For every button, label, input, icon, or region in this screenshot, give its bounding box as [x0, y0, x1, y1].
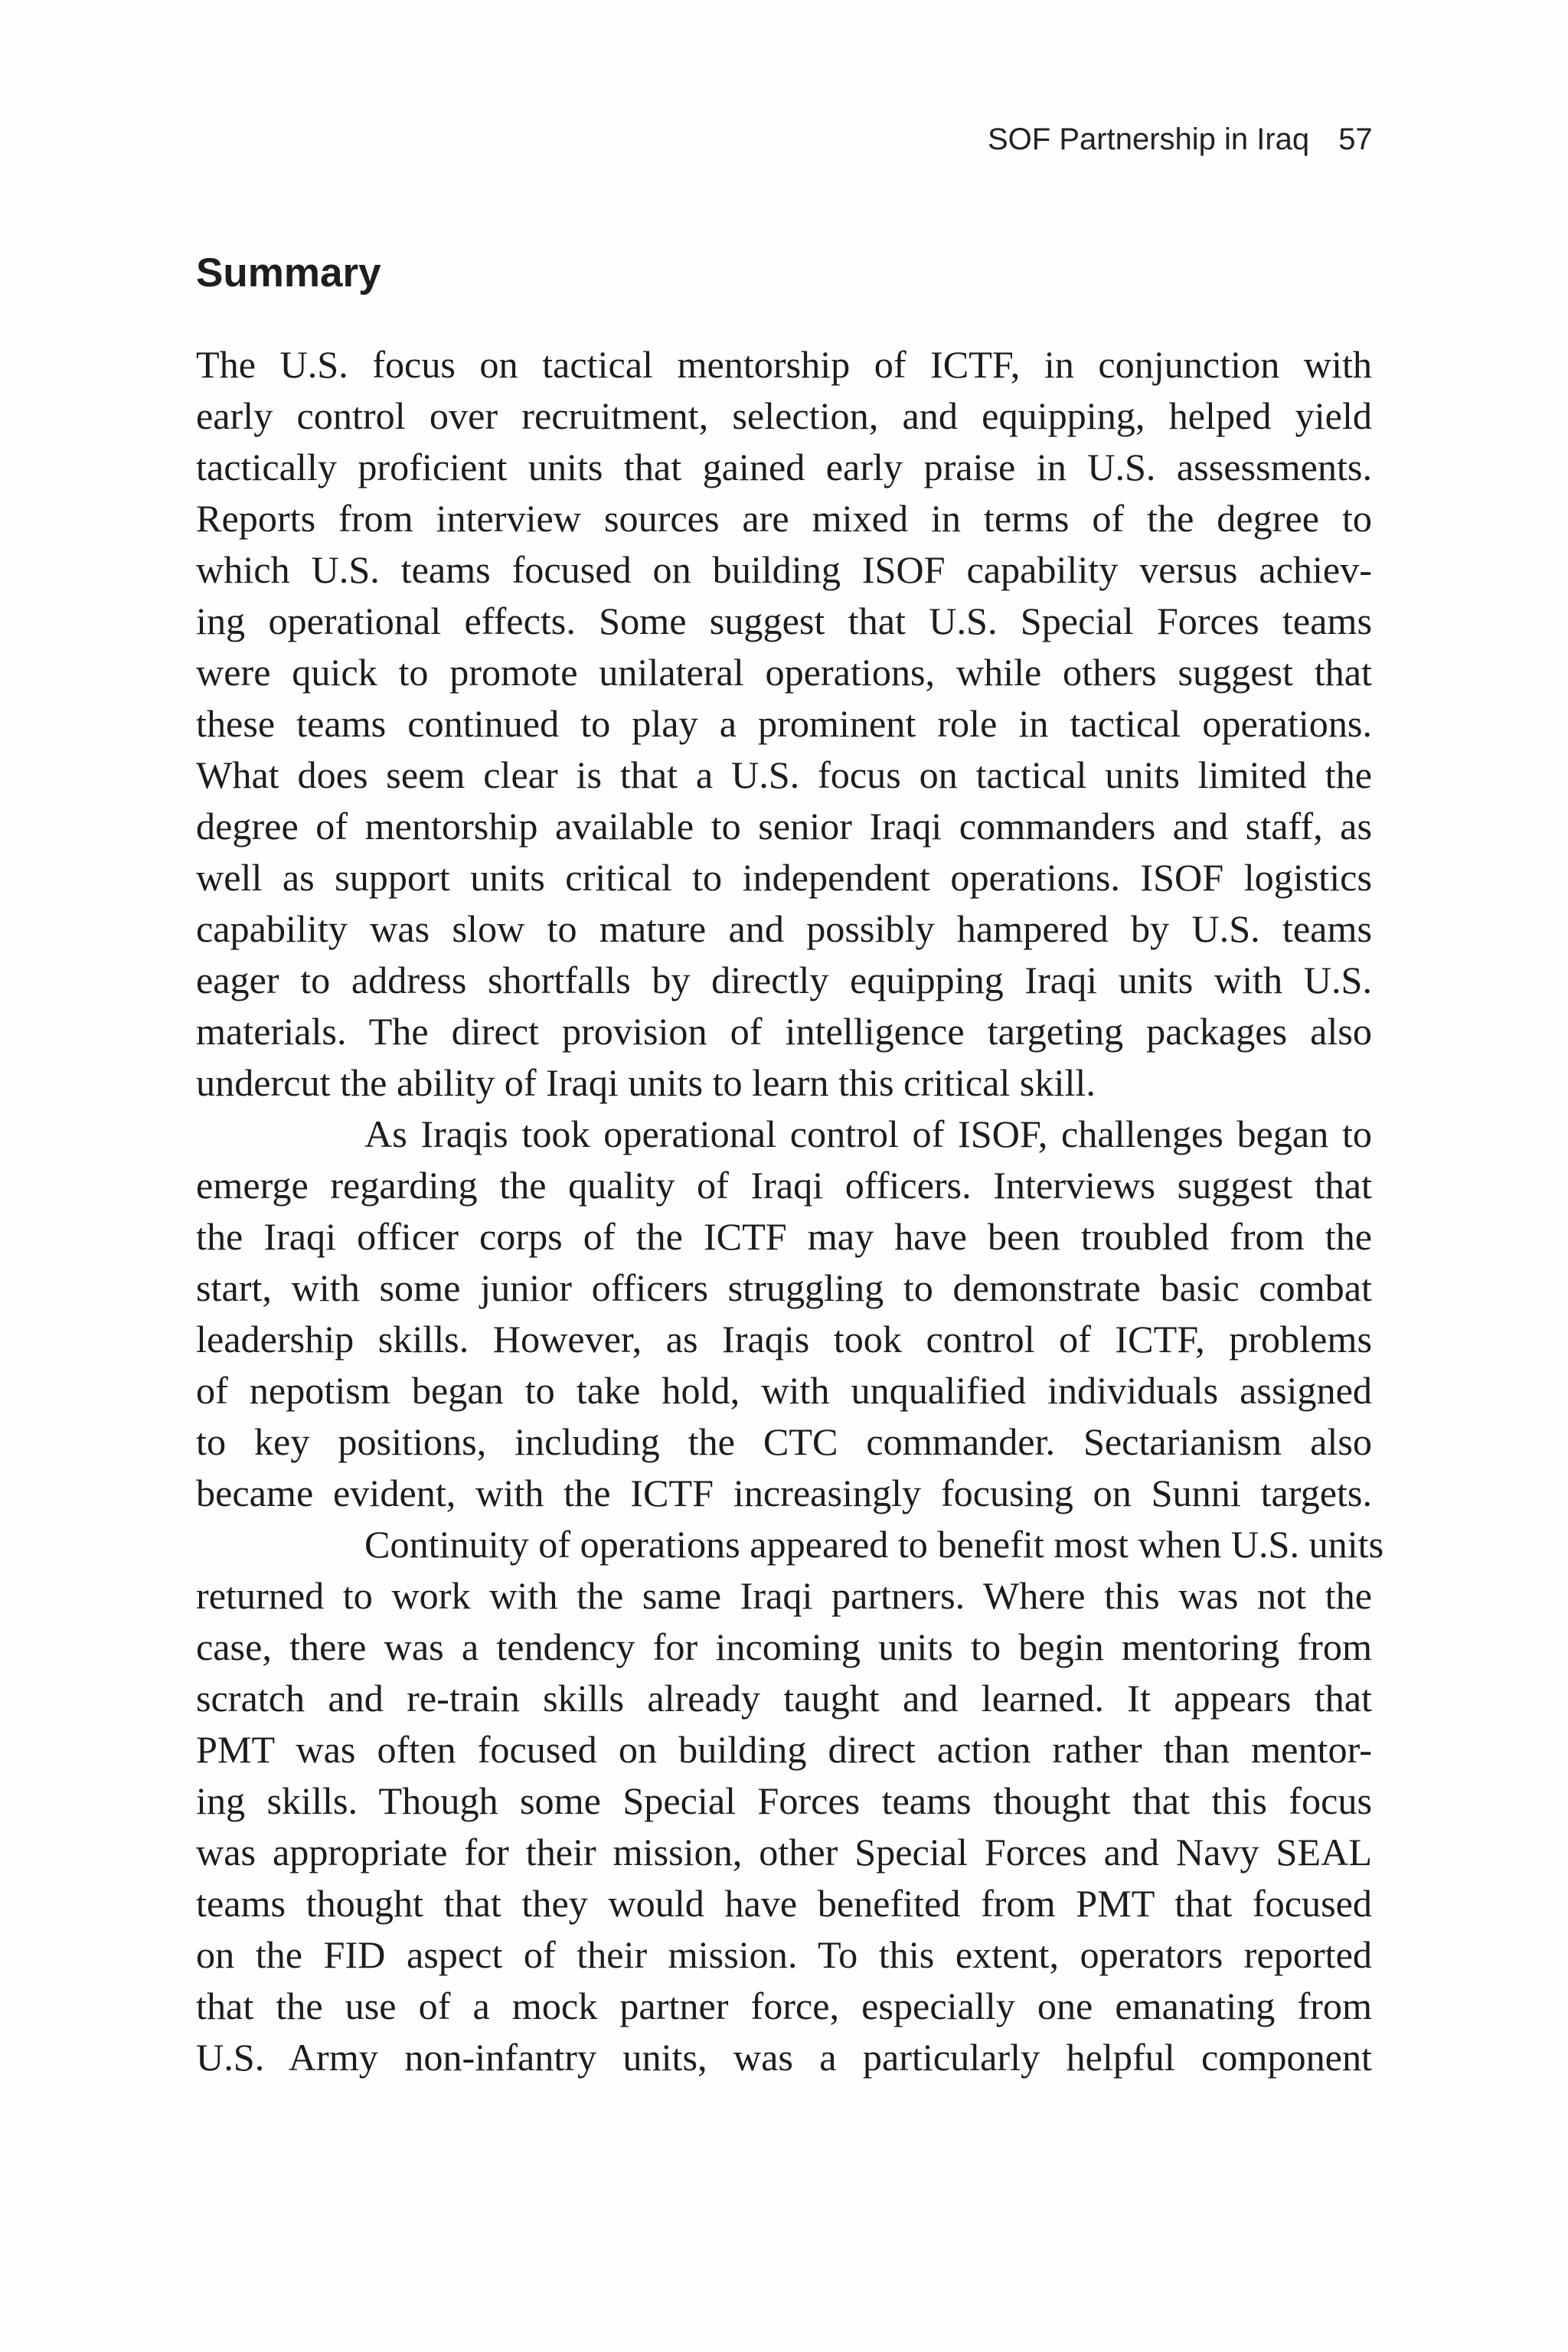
text-line: leadership skills. However, as Iraqis took control of ICTF, problems	[196, 1318, 1372, 1361]
text-line: tactically proficient units that gained early praise in U.S. assessments.	[196, 446, 1372, 488]
text-line: start, with some junior officers struggling to demonstrate basic combat	[196, 1266, 1372, 1309]
text-line: of nepotism began to take hold, with unqualified individuals assigned	[196, 1369, 1372, 1412]
text-line: What does seem clear is that a U.S. focus on tactical units limited the	[196, 753, 1372, 796]
text-line: Continuity of operations appeared to benefit most when U.S. units	[364, 1523, 1384, 1566]
text-line: PMT was often focused on building direct action rather than mentor-	[196, 1728, 1372, 1771]
text-line: became evident, with the ICTF increasingly focusing on Sunni targets.	[196, 1472, 1372, 1514]
text-line: returned to work with the same Iraqi partners. Where this was not the	[196, 1574, 1372, 1617]
text-line: U.S. Army non-infantry units, was a particularly helpful component	[196, 2036, 1372, 2079]
running-header	[988, 122, 1373, 157]
text-line: was appropriate for their mission, other Special Forces and Navy SEAL	[196, 1831, 1372, 1873]
text-line: eager to address shortfalls by directly equipping Iraqi units with U.S.	[196, 959, 1372, 1001]
text-line: teams thought that they would have benefited from PMT that focused	[196, 1882, 1372, 1925]
paragraph-2	[196, 1109, 1372, 1519]
text-line: As Iraqis took operational control of ISOF, challenges began to	[364, 1112, 1372, 1155]
paragraph-3	[196, 1519, 1384, 2083]
running-title: SOF Partnership in Iraq	[988, 122, 1310, 156]
text-line: these teams continued to play a prominent role in tactical operations.	[196, 702, 1372, 745]
text-line: case, there was a tendency for incoming units to begin mentoring from	[196, 1625, 1372, 1668]
page-number: 57	[1338, 122, 1373, 156]
text-line: capability was slow to mature and possibly hampered by U.S. teams	[196, 907, 1372, 950]
text-line: ing operational effects. Some suggest that U.S. Special Forces teams	[196, 599, 1372, 642]
text-line: Reports from interview sources are mixed in terms of the degree to	[196, 497, 1372, 540]
text-line: the Iraqi officer corps of the ICTF may have been troubled from the	[196, 1215, 1372, 1258]
text-line: degree of mentorship available to senior Iraqi commanders and staff, as	[196, 805, 1372, 848]
text-line: scratch and re-train skills already taught and learned. It appears that	[196, 1677, 1372, 1720]
paragraph-1	[196, 339, 1372, 1109]
text-line: were quick to promote unilateral operations, while others suggest that	[196, 651, 1372, 694]
text-line: The U.S. focus on tactical mentorship of ICTF, in conjunction with	[196, 343, 1372, 386]
text-line: which U.S. teams focused on building ISOF capability versus achiev-	[196, 548, 1372, 591]
text-line: emerge regarding the quality of Iraqi officers. Interviews suggest that	[196, 1164, 1372, 1207]
text-line: undercut the ability of Iraqi units to learn this critical skill.	[196, 1061, 1096, 1104]
text-line: on the FID aspect of their mission. To this extent, operators reported	[196, 1933, 1372, 1976]
text-line: ing skills. Though some Special Forces teams thought that this focus	[196, 1779, 1372, 1822]
text-line: early control over recruitment, selection, and equipping, helped yield	[196, 394, 1372, 437]
text-line: to key positions, including the CTC commander. Sectarianism also	[196, 1420, 1372, 1463]
text-line: that the use of a mock partner force, especially one emanating from	[196, 1984, 1372, 2027]
text-line: materials. The direct provision of intelligence targeting packages also	[196, 1010, 1372, 1053]
body-text	[196, 339, 1384, 2083]
text-line: well as support units critical to independent operations. ISOF logistics	[196, 856, 1372, 899]
section-heading: Summary	[196, 250, 381, 296]
